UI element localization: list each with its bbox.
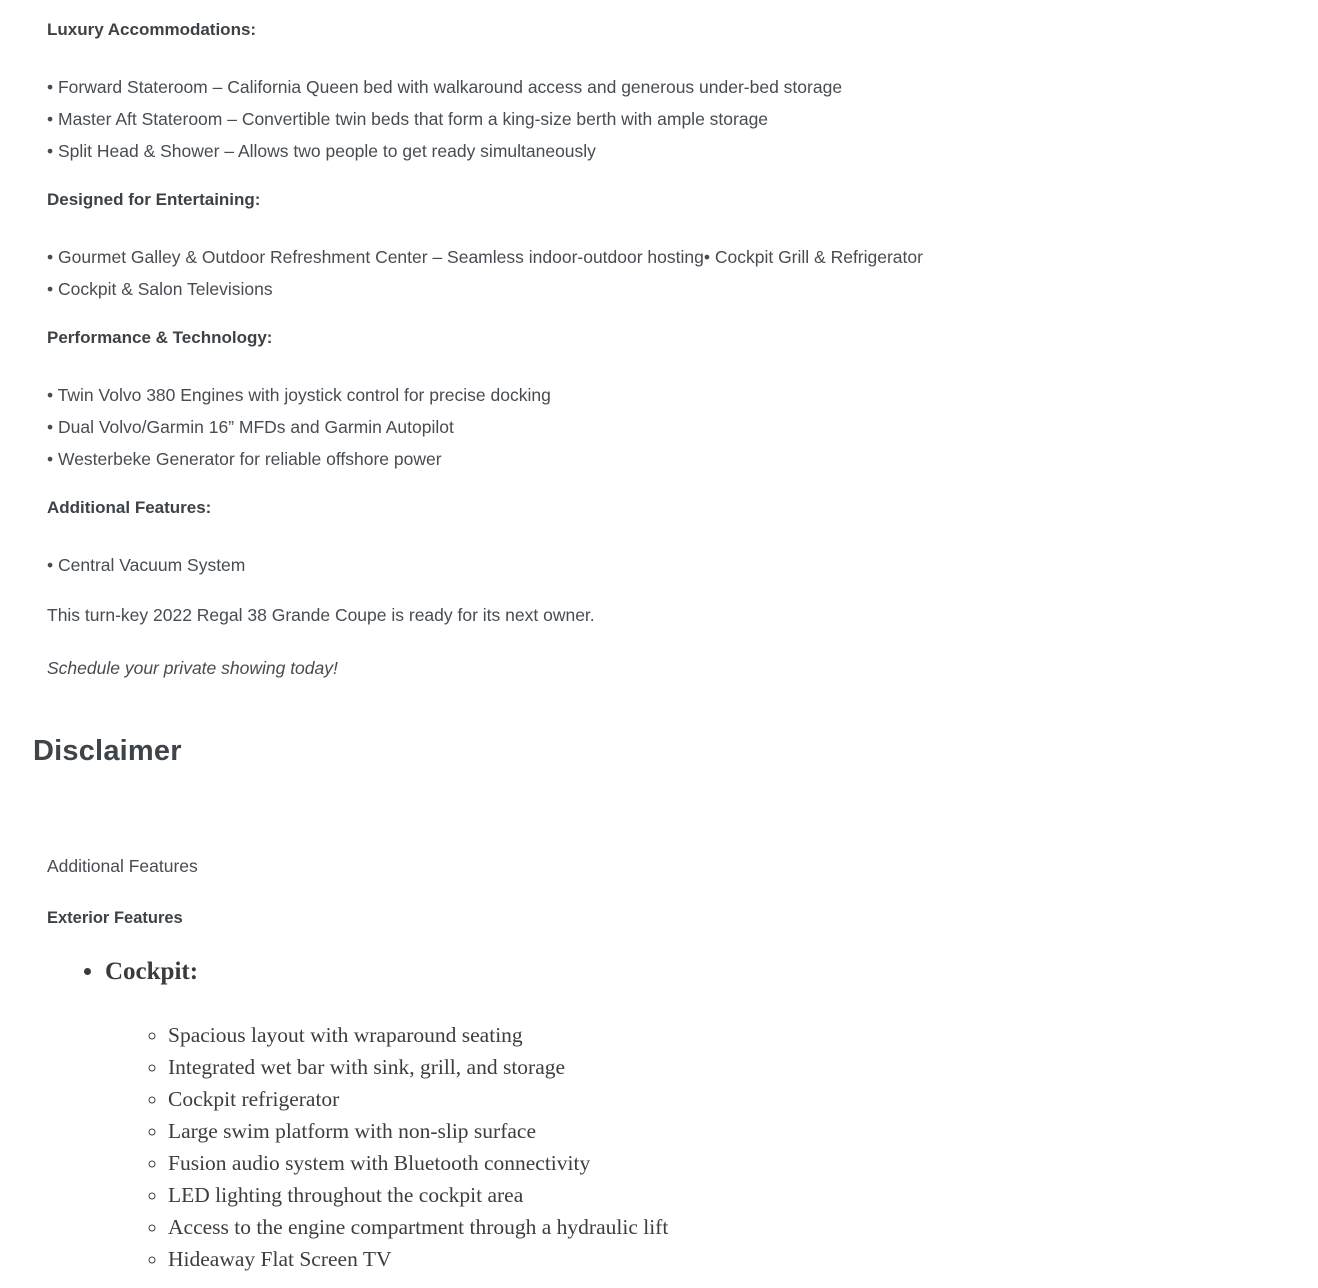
cockpit-group-title: Cockpit: xyxy=(105,958,199,985)
cta-line: Schedule your private showing today! xyxy=(47,658,338,678)
bullet-item-list xyxy=(47,241,1278,305)
section-heading: Luxury Accommodations: xyxy=(47,20,257,39)
bullet-item-list xyxy=(47,549,1278,581)
additional-features-label: Additional Features xyxy=(47,856,198,876)
bullet-item-list xyxy=(47,379,1278,475)
bullet-item: • Westerbeke Generator for reliable offshore power xyxy=(47,449,442,469)
bullet-item: • Forward Stateroom – California Queen bed with walkaround access and generous under-bed storage xyxy=(47,77,843,97)
cockpit-feature-item: ◦ Fusion audio system with Bluetooth connectivity xyxy=(168,1147,1278,1179)
cockpit-feature-item: ◦ Hideaway Flat Screen TV xyxy=(168,1243,1278,1275)
bullet-item-list xyxy=(47,71,1278,167)
section-heading: Designed for Entertaining: xyxy=(47,190,261,209)
exterior-features-list xyxy=(47,956,1278,1275)
spec-section-luxury-accommodations xyxy=(47,19,1278,167)
bullet-item: • Cockpit & Salon Televisions xyxy=(47,279,273,299)
bullet-item: • Master Aft Stateroom – Convertible twin beds that form a king-size berth with ample storage xyxy=(47,109,769,129)
section-heading: Performance & Technology: xyxy=(47,328,273,347)
bullet-item: • Twin Volvo 380 Engines with joystick control for precise docking xyxy=(47,385,551,405)
exterior-features-heading: Exterior Features xyxy=(47,909,183,927)
spec-section-entertaining xyxy=(47,189,1278,305)
section-heading: Additional Features: xyxy=(47,498,212,517)
cockpit-group xyxy=(105,956,1278,1275)
cockpit-feature-item: ◦ Spacious layout with wraparound seating xyxy=(168,1019,1278,1051)
cockpit-feature-item: ◦ Integrated wet bar with sink, grill, and storage xyxy=(168,1051,1278,1083)
cockpit-feature-item: ◦ Access to the engine compartment through a hydraulic lift xyxy=(168,1211,1278,1243)
cockpit-feature-item: ◦ Cockpit refrigerator xyxy=(168,1083,1278,1115)
closing-line: This turn-key 2022 Regal 38 Grande Coupe is ready for its next owner. xyxy=(47,605,595,625)
disclaimer-heading: Disclaimer xyxy=(33,735,182,767)
spec-section-performance-technology xyxy=(47,327,1278,475)
bullet-item: • Split Head & Shower – Allows two people to get ready simultaneously xyxy=(47,141,596,161)
cockpit-feature-list xyxy=(105,1019,1278,1275)
spec-section-additional-features xyxy=(47,497,1278,581)
bullet-item: • Central Vacuum System xyxy=(47,555,246,575)
cockpit-feature-item: ◦ Large swim platform with non-slip surface xyxy=(168,1115,1278,1147)
bullet-item: • Dual Volvo/Garmin 16” MFDs and Garmin Autopilot xyxy=(47,417,454,437)
cockpit-feature-item: ◦ LED lighting throughout the cockpit area xyxy=(168,1179,1278,1211)
bullet-item: • Gourmet Galley & Outdoor Refreshment Center – Seamless indoor-outdoor hosting• Cockpit Grill & Refrigerator xyxy=(47,247,923,267)
